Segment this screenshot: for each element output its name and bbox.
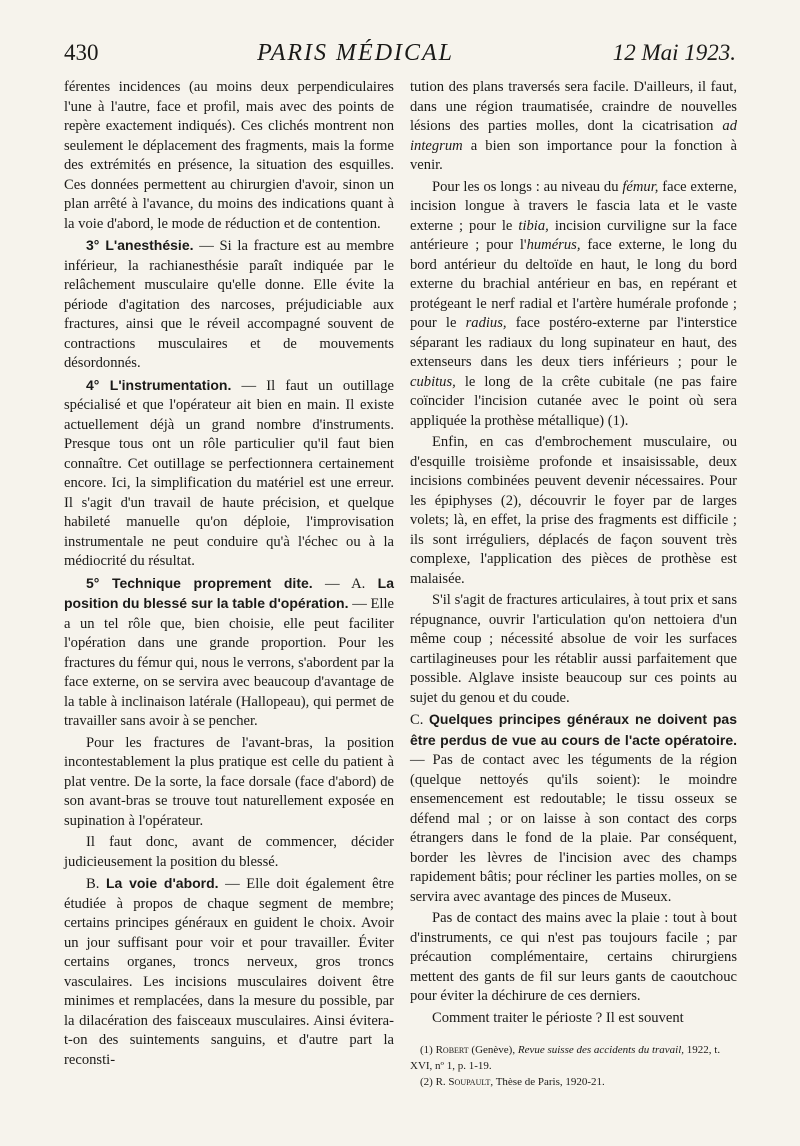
italic-term: fémur, (622, 178, 659, 195)
paragraph: Il faut donc, avant de commencer, décider judicieusement la position du blessé. (64, 834, 394, 870)
page-header (64, 40, 736, 74)
paragraph-text: tution des plans traversés sera facile. D'ailleurs, il faut, dans une région traumatisée, craindre de nouvelles lésions des parties molles, dont la cicatrisation (410, 79, 737, 134)
paragraph-text: — Elle doit également être étudiée à propos de chaque segment de membre; certains principes généraux en guident le choix. Avoir un jour suffisant pour voir et pour travailler. Éviter certains organes, troncs nerveux, gros troncs vasculaires. Les incisions musculaires doivent être minimes et remplacées, dans la mesure du possible, par la dilacération des faisceaux musculaires. Ainsi évitera-t-on des suintements sanguins, et d'autre part la reconsti- (64, 876, 395, 1068)
left-column (64, 78, 394, 1070)
footnote-author: Soupault (448, 1076, 491, 1088)
footnote-number: (1) (420, 1044, 436, 1056)
section-heading: 3° L'anesthésie. (86, 237, 194, 253)
paragraph-anesthesie (64, 236, 394, 374)
paragraph-instrumentation (64, 376, 394, 572)
right-column (410, 78, 737, 1090)
paragraph-technique (64, 574, 394, 732)
footnote-text: , Thèse de Paris, 1920-21. (490, 1076, 605, 1088)
subsection-heading: Quelques principes généraux ne doivent pas être perdus de vue au cours de l'acte opératoire. (410, 711, 737, 748)
paragraph: Comment traiter le périoste ? Il est souvent (432, 1009, 684, 1026)
paragraph (410, 78, 737, 176)
issue-date: 12 Mai 1923. (612, 40, 736, 65)
paragraph: Enfin, en cas d'embrochement musculaire, ou d'esquille troisième profonde et insaisissable, deux incisions combinées peuvent devenir nécessaires. Pour les épiphyses (2), découvrir le foyer par de larges volets; là, en effet, la prise des fragments est difficile ; ils sont irréguliers, déplacés de façon souvent très complexe, l'application des pièces de prothèse est malaisée. (410, 434, 737, 587)
footnote-1 (410, 1042, 737, 1074)
paragraph: S'il s'agit de fractures articulaires, à tout prix et sans répugnance, ouvrir l'articulation qu'on nettoiera d'un même coup ; nécessité absolue de voir les surfaces cartilagineuses pour les rétablir aussi parfaitement que possible. Alglave insiste beaucoup sur ces points au sujet du genou et du coude. (410, 592, 737, 706)
italic-term: cubitus, (410, 373, 456, 390)
paragraph: Pas de contact des mains avec la plaie : tout à bout d'instruments, ce qui n'est pas toujours facile ; par précaution complémentaire, certains chirurgiens mettent des gants de fil sur leurs gants de caoutchouc pour éviter la déchirure de ces derniers. (410, 910, 737, 1004)
footnote-number: (2) R. (420, 1076, 449, 1088)
paragraph-text: — Elle a un tel rôle que, bien choisie, elle peut faciliter l'opération dans une grande proportion. Pour les fractures du fémur qui, nous le verrons, s'abordent par la face externe, on se servira avec beaucoup d'avantage de la table à inclinaison latérale (Hallopeau), qui permet de travailler sans avoir à se pencher. (64, 596, 394, 729)
italic-term: tibia, (518, 217, 549, 234)
paragraph-text: incision curviligne sur la face antérieure ; pour l' (410, 217, 738, 253)
paragraph: Pour les fractures de l'avant-bras, la position incontestablement la plus pratique est celle du patient à plat ventre. De la sorte, la face dorsale (face d'abord) de son avant-bras se trouve tout naturellement exposée en supination à l'opérateur. (64, 734, 394, 829)
footnotes (410, 1042, 737, 1090)
paragraph: férentes incidences (au moins deux perpendiculaires l'une à l'autre, face et profil, mais avec des points de repère exactement indiqués). Ces clichés montrent non seulement le déplacement des fragments, mais la forme des extrémités en présence, la situation des esquilles. Ces données permettent au chirurgien d'avoir, sinon un plan arrêté à l'avance, du moins des indications quant à la voie d'abord, le mode de réduction et de contention. (64, 79, 394, 232)
footnote-2 (410, 1074, 737, 1090)
page-number: 430 (64, 40, 99, 65)
paragraph-voie-abord (64, 874, 394, 1070)
italic-term: humérus, (526, 237, 581, 253)
paragraph-text: face externe, le long du bord antérieur du deltoïde en haut, le long du bord externe du brachial antérieur en bas, en repérant et protégeant le nerf radial et l'artère humérale profonde ; pour le (410, 237, 737, 331)
paragraph-text: B. (86, 876, 106, 892)
paragraph-text: — Il faut un outillage spécialisé et que l'opérateur ait bien en main. Il existe actuellement déjà un grand nombre d'instruments. Presque tous ont un rôle particulier qu'il faut bien connaître. Cet outillage se perfectionnera certainement encore. Ici, la simplification du matériel est une erreur. Il s'agit d'un travail de haute précision, et quelque habileté manuelle qu'on déploie, l'improvisation instrumentale ne peut conduire qu'à l'échec ou à la médiocrité du résultat. (64, 377, 394, 569)
footnote-text: (Genève), (468, 1044, 518, 1056)
paragraph-principes (410, 710, 737, 907)
paragraph-text: — Pas de contact avec les téguments de la région (quelque nettoyés qu'ils soient): le moindre ensemencement est redoutable; le tissu osseux se défend mal ; or on laisse à son contact des corps étrangers dans le fond de la plaie. Par conséquent, border les lèvres de l'incision avec des champs rapidement bâtis; pour récliner les parties molles, on se servira avec avantage des pinces de Museux. (410, 752, 737, 905)
paragraph-text: Pour les os longs : au niveau du (432, 178, 623, 195)
footnote-author: Robert (435, 1044, 469, 1056)
italic-term: radius, (465, 315, 507, 331)
paragraph-text: C. (410, 712, 430, 728)
paragraph-text: le long de la crête cubitale (ne pas faire coïncider l'incision cutanée avec le point où sera appliquée la prothèse métallique) (1). (410, 373, 737, 429)
journal-title: PARIS MÉDICAL (257, 40, 455, 66)
subsection-heading: La position du blessé sur la table d'opération. (64, 574, 395, 611)
paragraph-text: — A. (312, 575, 378, 592)
subsection-heading: La voie d'abord. (105, 875, 219, 891)
italic-term: ad integrum (410, 118, 737, 154)
paragraph-text: — Si la fracture est au membre inférieur, la rachianesthésie paraît indiquée par le relâchement musculaire qu'elle donne. Elle évite la période d'agitation des narcoses, préjudiciable aux fractures, ainsi que le réveil accompagné souvent de contractions musculaires et de mouvements désordonnés. (64, 238, 395, 371)
paragraph-text: a bien son importance pour la fonction à venir. (410, 137, 737, 173)
paragraph-text: face externe, incision longue à travers le fascia lata et le vaste externe ; pour le (410, 178, 737, 234)
section-heading: 5° Technique proprement dite. (86, 574, 313, 591)
footnote-journal: Revue suisse des accidents du travail, (517, 1044, 685, 1056)
paragraph-text: face postéro-externe par l'interstice séparant les radiaux du long supinateur en haut, des extenseurs dans les deux tiers inférieurs ; pour le (410, 315, 737, 370)
footnote-text: 1922, t. XVI, nº 1, p. 1-19. (410, 1044, 721, 1072)
section-heading: 4° L'instrumentation. (86, 376, 232, 393)
paragraph-os-longs (410, 178, 737, 432)
